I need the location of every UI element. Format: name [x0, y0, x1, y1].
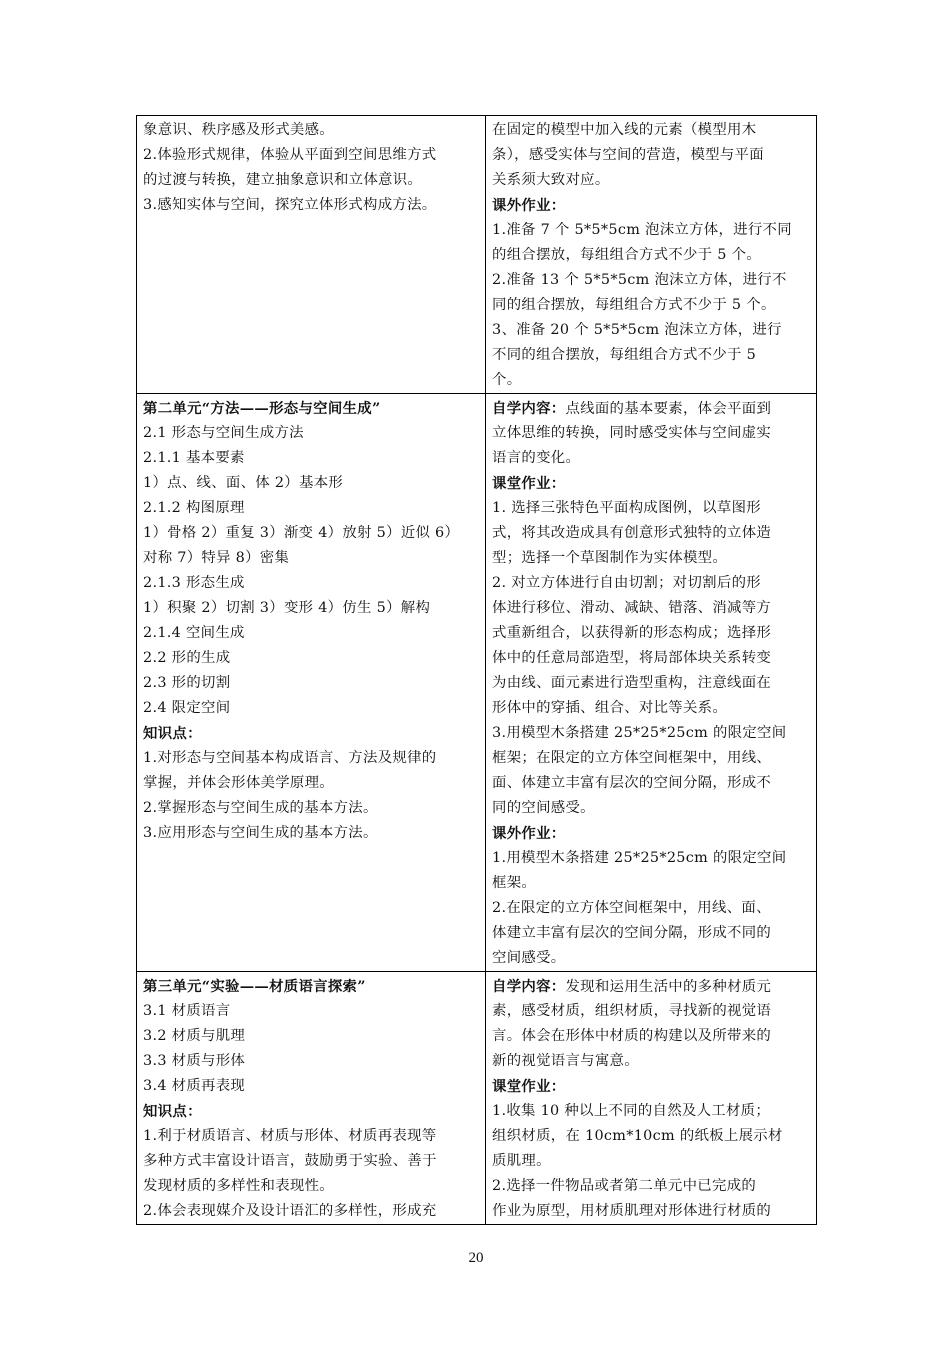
text-line: 3、准备 20 个 5*5*5cm 泡沫立方体，进行	[492, 322, 782, 338]
text-line: 2.在限定的立方体空间框架中，用线、面、	[492, 900, 771, 916]
text-line: 1.利于材质语言、材质与形体、材质再表现等	[143, 1128, 437, 1144]
text-line: 1.用模型木条搭建 25*25*25cm 的限定空间	[492, 850, 787, 866]
unit-content-cell	[137, 116, 486, 394]
text-line: 2.2 形的生成	[143, 650, 231, 666]
text-line: 框架；在限定的立方体空间框架中，用线、	[492, 750, 772, 766]
text-line: 多种方式丰富设计语言，鼓励勇于实验、善于	[143, 1153, 437, 1169]
text-line: 1）积聚 2）切割 3）变形 4）仿生 5）解构	[143, 600, 431, 616]
text-line: 2.掌握形态与空间生成的基本方法。	[143, 800, 378, 816]
text-line: 条），感受实体与空间的营造，模型与平面	[492, 147, 764, 163]
inline-label: 自学内容：	[492, 978, 566, 995]
text-line: 2.准备 13 个 5*5*5cm 泡沫立方体，进行不	[492, 272, 787, 288]
text-line: 1.对形态与空间基本构成语言、方法及规律的	[143, 750, 437, 766]
text-line: 掌握，并体会形体美学原理。	[143, 775, 334, 791]
section-heading: 课堂作业：	[492, 475, 566, 492]
assignment-cell	[486, 972, 817, 1225]
text-line: 不同的组合摆放，每组组合方式不少于 5	[492, 347, 757, 363]
text-line: 3.用模型木条搭建 25*25*25cm 的限定空间	[492, 725, 787, 741]
text-line: 1）骨格 2）重复 3）渐变 4）放射 5）近似 6）	[143, 525, 460, 541]
text-line: 的组合摆放，每组组合方式不少于 5 个。	[492, 247, 761, 263]
text-line: 象意识、秩序感及形式美感。	[143, 122, 334, 138]
text-line: 语言的变化。	[492, 450, 581, 466]
text-line: 对称 7）特异 8）密集	[143, 550, 290, 566]
section-heading: 知识点：	[143, 1103, 202, 1120]
table-row	[137, 394, 817, 972]
text-line: 空间感受。	[492, 950, 566, 966]
text-line: 2.1.2 构图原理	[143, 500, 245, 516]
text-line: 的过渡与转换，建立抽象意识和立体意识。	[143, 172, 423, 188]
section-heading: 课外作业：	[492, 197, 566, 214]
text-line: 体中的任意局部造型，将局部体块关系转变	[492, 650, 772, 666]
table-row	[137, 972, 817, 1225]
text-line: 为由线、面元素进行造型重构，注意线面在	[492, 675, 772, 691]
text-line: 面、体建立丰富有层次的空间分隔，形成不	[492, 775, 772, 791]
text-line	[492, 396, 810, 421]
text-line: 3.4 材质再表现	[143, 1078, 246, 1094]
section-heading: 第二单元“方法——形态与空间生成”	[143, 400, 381, 417]
text-line: 体进行移位、滑动、减缺、错落、消减等方	[492, 600, 772, 616]
inline-text: 点线面的基本要素，体会平面到	[565, 401, 772, 417]
text-line: 言。体会在形体中材质的构建以及所带来的	[492, 1028, 772, 1044]
syllabus-table-body	[137, 116, 817, 1225]
text-line: 2.1.4 空间生成	[143, 625, 245, 641]
text-line: 1.准备 7 个 5*5*5cm 泡沫立方体，进行不同	[492, 222, 792, 238]
text-line: 2.1.1 基本要素	[143, 450, 245, 466]
text-line: 式重新组合，以获得新的形态构成；选择形	[492, 625, 772, 641]
text-line: 素，感受材质，组织材质，寻找新的视觉语	[492, 1003, 772, 1019]
inline-label: 自学内容：	[492, 400, 566, 417]
text-line: 3.2 材质与肌理	[143, 1028, 246, 1044]
section-heading: 课外作业：	[492, 825, 566, 842]
text-line: 2.1.3 形态生成	[143, 575, 245, 591]
text-line: 式，将其改造成具有创意形式独特的立体造	[492, 525, 772, 541]
text-line: 1.收集 10 种以上不同的自然及人工材质；	[492, 1103, 771, 1119]
text-line: 发现材质的多样性和表现性。	[143, 1178, 334, 1194]
assignment-cell	[486, 394, 817, 972]
text-line: 组织材质，在 10cm*10cm 的纸板上展示材	[492, 1128, 783, 1144]
section-heading: 第三单元“实验——材质语言探索”	[143, 978, 366, 995]
text-line	[492, 974, 810, 999]
section-heading: 课堂作业：	[492, 1078, 566, 1095]
text-line: 框架。	[492, 875, 537, 891]
page-number: 20	[468, 1250, 484, 1266]
syllabus-table	[136, 115, 817, 1225]
text-line: 3.感知实体与空间，探究立体形式构成方法。	[143, 197, 437, 213]
text-line: 立体思维的转换，同时感受实体与空间虚实	[492, 425, 772, 441]
table-row	[137, 116, 817, 394]
text-line: 3.应用形态与空间生成的基本方法。	[143, 825, 378, 841]
inline-text: 发现和运用生活中的多种材质元	[565, 979, 772, 995]
text-line: 关系须大致对应。	[492, 172, 610, 188]
text-line: 2. 对立方体进行自由切割；对切割后的形	[492, 575, 761, 591]
text-line: 2.4 限定空间	[143, 700, 231, 716]
text-line: 同的空间感受。	[492, 800, 595, 816]
text-line: 1）点、线、面、体 2）基本形	[143, 475, 344, 491]
text-line: 形体中的穿插、组合、对比等关系。	[492, 700, 728, 716]
text-line: 在固定的模型中加入线的元素（模型用木	[492, 122, 757, 138]
text-line: 3.3 材质与形体	[143, 1053, 246, 1069]
text-line: 2.体验形式规律，体验从平面到空间思维方式	[143, 147, 437, 163]
text-line: 作业为原型，用材质肌理对形体进行材质的	[492, 1203, 772, 1219]
section-heading: 知识点：	[143, 725, 202, 742]
text-line: 同的组合摆放，每组组合方式不少于 5 个。	[492, 297, 776, 313]
text-line: 新的视觉语言与寓意。	[492, 1053, 639, 1069]
text-line: 1. 选择三张特色平面构成图例，以草图形	[492, 500, 761, 516]
text-line: 2.选择一件物品或者第二单元中已完成的	[492, 1178, 757, 1194]
text-line: 体建立丰富有层次的空间分隔，形成不同的	[492, 925, 772, 941]
text-line: 2.1 形态与空间生成方法	[143, 425, 304, 441]
text-line: 质肌理。	[492, 1153, 551, 1169]
text-line: 2.3 形的切割	[143, 675, 231, 691]
text-line: 2.体会表现媒介及设计语汇的多样性，形成充	[143, 1203, 437, 1219]
text-line: 型；选择一个草图制作为实体模型。	[492, 550, 728, 566]
text-line: 3.1 材质语言	[143, 1003, 231, 1019]
text-line: 个。	[492, 372, 522, 388]
unit-content-cell	[137, 972, 486, 1225]
unit-content-cell	[137, 394, 486, 972]
assignment-cell	[486, 116, 817, 394]
